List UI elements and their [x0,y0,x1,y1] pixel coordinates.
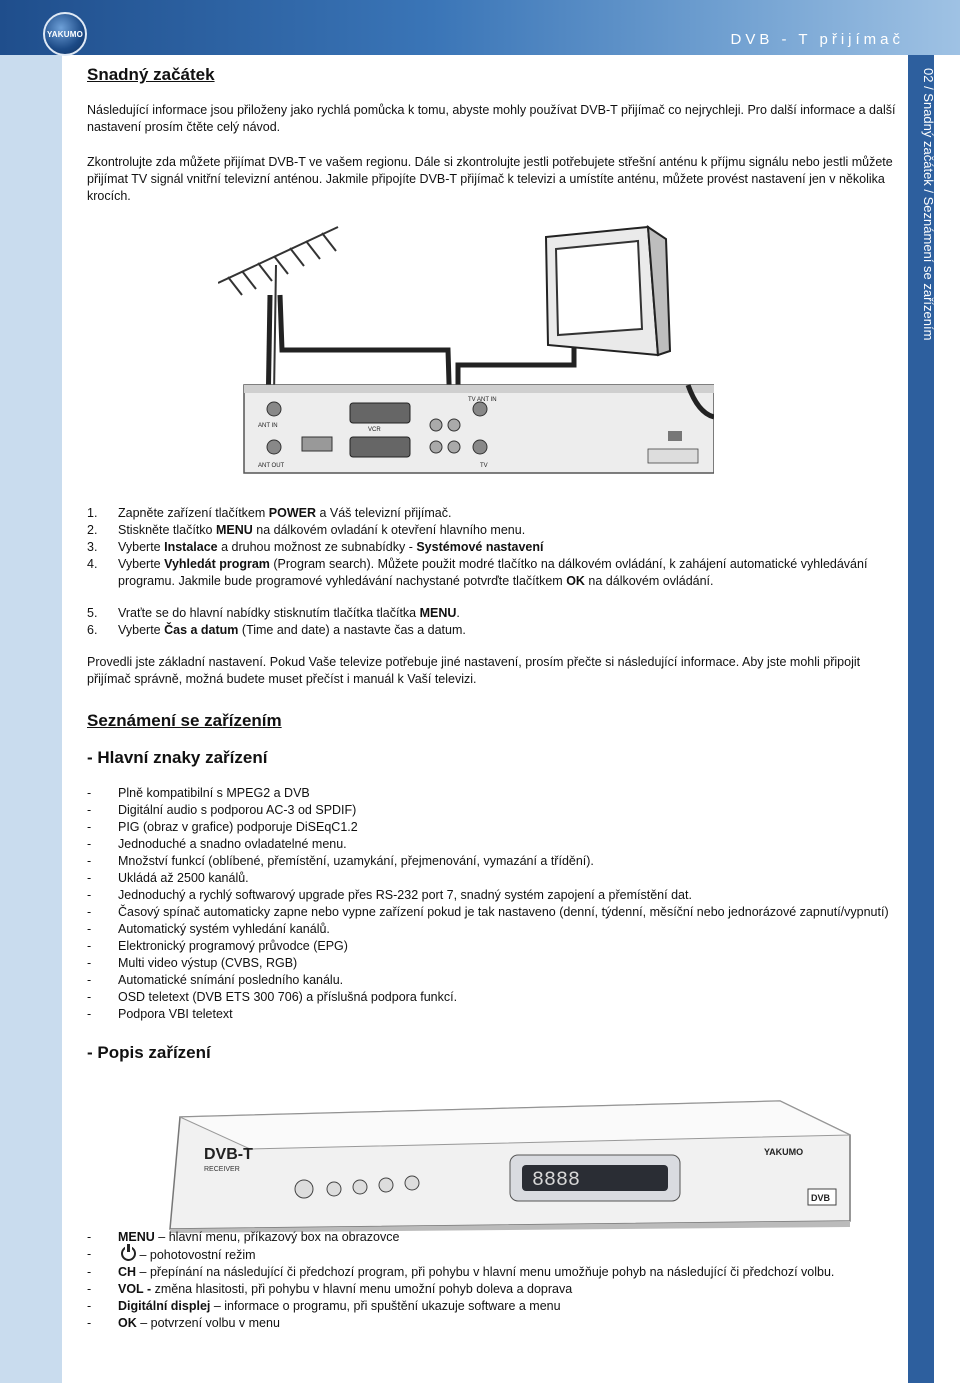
step-item: 2. Stiskněte tlačítko MENU na dálkovém ovladání k otevření hlavního menu. [87,523,526,537]
desc-title: - Popis zařízení [87,1043,211,1062]
ant-out-label: ANT OUT [258,463,285,469]
step-item: 1. Zapněte zařízení tlačítkem POWER a Váš televizní přijímač. [87,506,452,520]
quickstart-outro: Provedli jste základní nastavení. Pokud Vaše televize potřebuje jiné nastavení, prosím přečte si následující informace. Aby jste mohli připojit přijímač správně, možná budete muset přečíst i manuál k Vaší televizi. [87,655,861,686]
feature-item: - OSD teletext (DVB ETS 300 706) a příslušná podpora funkcí. [87,990,458,1004]
quickstart-intro: Následující informace jsou přiloženy jako rychlá pomůcka k tomu, abyste mohly používat DVB-T přijímač co nejrychleji. Pro další informace a další nastavení prosím čtěte celý návod. [87,103,896,134]
device-title: Seznámení se zařízením [87,711,282,730]
step-item: 4. Vyberte Vyhledát program (Program search). Můžete použit modré tlačítko na dálkovém ovládání, k zahájení automatické vyhledávání programu. Jakmile bude programové vyhledávání nachystané potvrďte tlačítkem OK na dálkovém ovládání. [87,557,868,588]
feature-item: - Multi video výstup (CVBS, RGB) [87,956,298,970]
feature-item: - Automatický systém vyhledání kanálů. [87,922,330,936]
page-content [87,60,897,1332]
features-list [56,785,897,1023]
feature-item: - Jednoduché a snadno ovladatelné menu. [87,837,347,851]
tv-label: TV [480,463,488,469]
feature-item: - Podpora VBI teletext [87,1007,233,1021]
control-item: - Digitální displej – informace o programu, při spuštění ukazuje software a menu [87,1299,561,1313]
feature-item: - Digitální audio s podporou AC-3 od SPDIF) [87,803,357,817]
left-margin-strip [0,55,62,1383]
step-item: 3. Vyberte Instalace a druhou možnost ze subnabídky - Systémové nastavení [87,540,544,554]
control-item: - MENU – hlavní menu, příkazový box na obrazovce [87,1230,400,1244]
feature-item: - Časový spínač automaticky zapne nebo vypne zařízení pokud je tak nastaveno (denní, týdenní, měsíční nebo jednorázové zapnutí/vypnutí) [87,905,889,919]
step-item: 6. Vyberte Čas a datum (Time and date) a nastavte čas a datum. [87,623,466,637]
vcr-label: VCR [368,427,381,433]
feature-item: - Automatické snímání posledního kanálu. [87,973,344,987]
control-item: - OK – potvrzení volbu v menu [87,1316,280,1330]
right-margin-edge [934,55,960,1383]
front-badge: DVB [811,1193,831,1203]
front-brand: YAKUMO [764,1147,804,1157]
power-icon [121,1246,136,1261]
feature-item: - PIG (obraz v grafice) podporuje DiSEqC1.2 [87,820,358,834]
control-item: - VOL - změna hlasitosti, při pohybu v hlavní menu umožní pohyb doleva a doprava [87,1282,573,1296]
front-sub: RECEIVER [204,1166,240,1173]
logo-text: YAKUMO [46,29,84,39]
features-title: - Hlavní znaky zařízení [87,748,268,767]
quickstart-check: Zkontrolujte zda můžete přijímat DVB-T ve vašem regionu. Dále si zkontrolujte jestli potřebujete střešní anténu k příjmu signálu nebo jestli můžete přijímat TV signál vnitřní televizní anténou. Jakmile připojíte DVB-T přijímač k televizi a umístíte anténu, můžete provést nastavení jen v několika krocích. [87,155,893,203]
quickstart-title: Snadný začátek [87,65,215,84]
feature-item: - Množství funkcí (oblíbené, přemístění, uzamykání, přejmenování, vymazání a třídění). [87,854,594,868]
yakumo-logo [43,12,87,56]
front-model: DVB-T [204,1146,253,1163]
feature-item: - Jednoduchý a rychlý softwarový upgrade přes RS-232 port 7, snadný systém zapojení a přemístění dat. [87,888,692,902]
control-item: - – pohotovostní režim [56,1246,897,1264]
side-caption: 02 / Snadný začátek / Seznámení se zařízením [921,68,936,341]
header-title: DVB - T přijímač [730,31,904,48]
steps-list [56,505,897,639]
ant-in-label: ANT IN [258,423,278,429]
step-item: 5. Vraťte se do hlavní nabídky stisknutím tlačítka tlačítka MENU. [87,606,460,620]
tv-ant-in-label: TV ANT IN [468,397,497,403]
feature-item: - Plně kompatibilní s MPEG2 a DVB [87,786,310,800]
feature-item: - Ukládá až 2500 kanálů. [87,871,249,885]
control-item: - CH – přepínání na následující či předchozí program, při pohybu v hlavní menu umožňuje pohyb na následující či předchozí volbu. [87,1265,835,1279]
controls-list [56,1229,897,1332]
front-display: 8888 [532,1169,581,1192]
feature-item: - Elektronický programový průvodce (EPG) [87,939,348,953]
